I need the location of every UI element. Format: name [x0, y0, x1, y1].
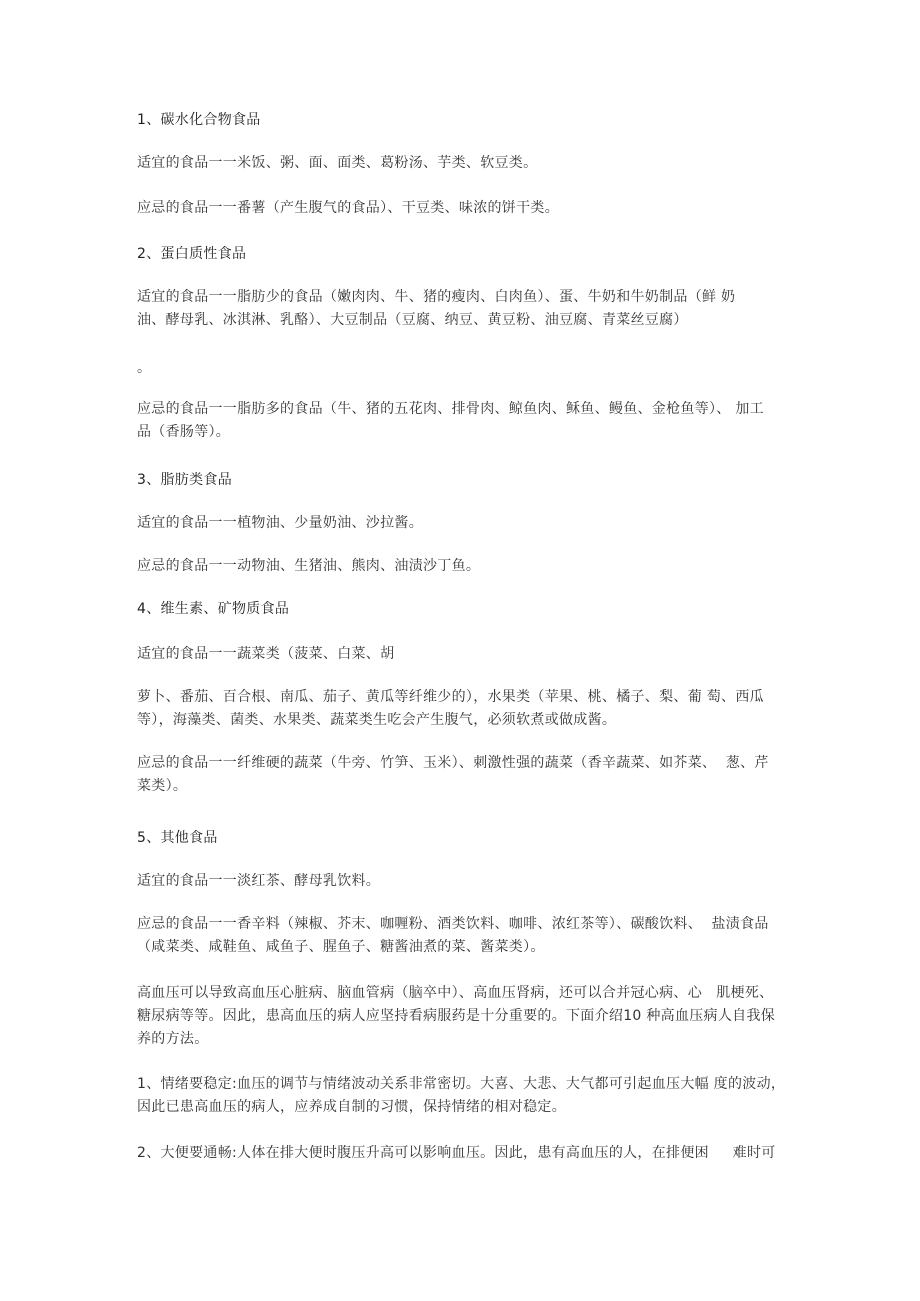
avoid-foods-text: 菜类）。 — [137, 778, 188, 794]
suitable-foods-text: 萝卜、番茄、百合根、南瓜、茄子、黄瓜等纤维少的），水果类（苹果、桃、橘子、梨、葡 萄、西瓜 — [137, 689, 764, 705]
intro-paragraph: 养的方法。 — [137, 1031, 209, 1047]
suitable-foods-text: 适宜的食品一一淡红茶、酵母乳饮料。 — [137, 873, 381, 889]
avoid-foods-text: 应忌的食品一一香辛料（辣椒、芥末、咖喱粉、酒类饮料、咖啡、浓红茶等）、碳酸饮料、 盐渍食品 — [137, 916, 769, 932]
avoid-foods-text: 应忌的食品一一脂肪多的食品（牛、猪的五花肉、排骨肉、鲸鱼肉、稣鱼、鳗鱼、金枪鱼等）、 加工 — [137, 401, 764, 417]
avoid-foods-text: （咸菜类、咸鞋鱼、咸鱼子、腥鱼子、糖酱油煮的菜、酱菜类）。 — [137, 939, 545, 955]
suitable-foods-text: 油、酵母乳、冰淇淋、乳酪）、大豆制品（豆腐、纳豆、黄豆粉、油豆腐、青菜丝豆腐） — [137, 312, 688, 328]
tip-paragraph: 2、大便要通畅:人体在排大便时腹压升高可以影响血压。因此，患有高血压的人，在排便困 难时可 — [137, 1145, 776, 1161]
suitable-foods-text: 适宜的食品一一脂肪少的食品（嫩肉肉、牛、猪的瘦肉、白肉鱼）、蛋、牛奶和牛奶制品（鲜 奶 — [137, 289, 736, 305]
tip-paragraph: 1、情绪要稳定:血压的调节与情绪波动关系非常密切。大喜、大悲、大气都可引起血压大幅 度的波动， — [137, 1076, 786, 1092]
intro-paragraph: 糖尿病等等。因此，患高血压的病人应坚持看病服药是十分重要的。下面介绍10 种高血压病人自我保 — [137, 1008, 776, 1024]
section-heading: 3、脂肪类食品 — [137, 472, 233, 488]
suitable-foods-text: 适宜的食品一一米饭、粥、面、面类、葛粉汤、芋类、软豆类。 — [137, 155, 538, 171]
suitable-foods-text: 适宜的食品一一蔬菜类（菠菜、白菜、胡 — [137, 646, 395, 662]
tip-paragraph: 因此已患高血压的病人，应养成自制的习惯，保持情绪的相对稳定。 — [137, 1099, 566, 1115]
section-heading: 4、维生素、矿物质食品 — [137, 601, 290, 617]
section-heading: 2、蛋白质性食品 — [137, 246, 247, 262]
avoid-foods-text: 应忌的食品一一纤维硬的蔬菜（牛旁、竹笋、玉米）、刺激性强的蔬菜（香辛蔬菜、如芥菜、 葱、芹 — [137, 755, 769, 771]
suitable-foods-text: 等），海藻类、菌类、水果类、蔬菜类生吃会产生腹气，必须软煮或做成酱。 — [137, 712, 617, 728]
avoid-foods-text: 品（香肠等）。 — [137, 424, 231, 440]
avoid-foods-text: 应忌的食品一一番薯（产生腹气的食品）、干豆类、味浓的饼干类。 — [137, 200, 559, 216]
avoid-foods-text: 应忌的食品一一动物油、生猪油、熊肉、油渍沙丁鱼。 — [137, 558, 481, 574]
intro-paragraph: 高血压可以导致高血压心脏病、脑血管病（脑卒中）、高血压肾病，还可以合并冠心病、心 肌梗死、 — [137, 985, 774, 1001]
suitable-foods-text: 。 — [137, 360, 152, 376]
suitable-foods-text: 适宜的食品一一植物油、少量奶油、沙拉酱。 — [137, 515, 423, 531]
section-heading: 5、其他食品 — [137, 830, 218, 846]
section-heading: 1、碳水化合物食品 — [137, 112, 261, 128]
